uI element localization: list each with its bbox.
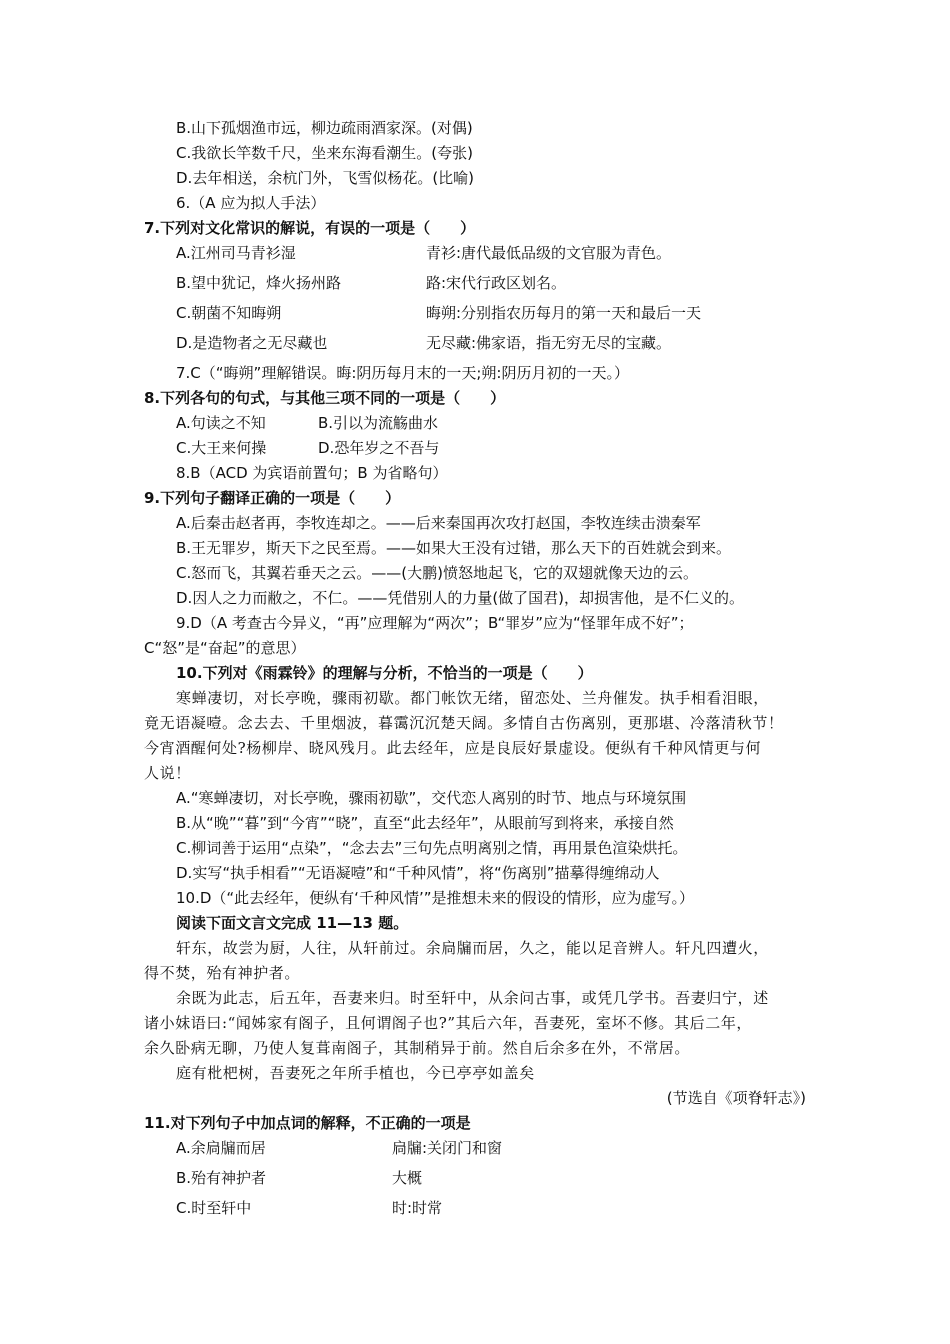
q11-option-a-note: 扃牖:关闭门和窗 [392, 1139, 503, 1157]
poem-line-4: 人说！ [144, 764, 191, 782]
q11-option-c: C.时至轩中 [176, 1199, 252, 1217]
answer-10: 10.D（“此去经年，便纵有‘千种风情’”是推想未来的假设的情形，应为虚写。） [176, 889, 694, 907]
answer-6: 6.（A 应为拟人手法） [176, 194, 326, 212]
q10-option-d: D.实写“执手相看”“无语凝噎”和“千种风情”，将“伤离别”描摹得缠绵动人 [176, 864, 660, 882]
q11-option-c-note: 时:时常 [392, 1199, 443, 1217]
reading-instruction: 阅读下面文言文完成 11—13 题。 [176, 914, 409, 932]
q10-option-a: A.“寒蝉凄切，对长亭晚，骤雨初歇”，交代恋人离别的时节、地点与环境氛围 [176, 789, 687, 807]
q7-option-d-note: 无尽藏:佛家语，指无穷无尽的宝藏。 [426, 334, 672, 352]
question-11: 11.对下列句子中加点词的解释，不正确的一项是 [144, 1114, 471, 1132]
answer-9-line-1: 9.D（A 考查古今异义，“再”应理解为“两次”；B“罪岁”应为“怪罪年成不好”； [176, 614, 694, 632]
q9-option-c: C.怒而飞，其翼若垂天之云。——(大鹏)愤怒地起飞，它的双翅就像天边的云。 [176, 564, 698, 582]
poem-line-3: 今宵酒醒何处?杨柳岸、晓风残月。此去经年，应是良辰好景虚设。便纵有千种风情更与何 [144, 739, 762, 757]
answer-7: 7.C（“晦朔”理解错误。晦:阴历每月末的一天;朔:阴历月初的一天。） [176, 364, 629, 382]
q9-option-a: A.后秦击赵者再，李牧连却之。——后来秦国再次攻打赵国，李牧连续击溃秦军 [176, 514, 701, 532]
q8-option-b: B.引以为流觞曲水 [318, 414, 439, 432]
passage-para-1-line-2: 得不焚，殆有神护者。 [144, 964, 301, 982]
passage-source: (节选自《项脊轩志》) [666, 1089, 806, 1107]
q8-option-a: A.句读之不知 [176, 414, 266, 432]
question-10-text: 10.下列对《雨霖铃》的理解与分析，不恰当的一项是（ ） [176, 664, 593, 682]
answer-9-line-2: C“怒”是“奋起”的意思） [144, 639, 306, 657]
q7-option-c-note: 晦朔:分别指农历每月的第一天和最后一天 [426, 304, 702, 322]
q10-option-b: B.从“晚”“暮”到“今宵”“晓”，直至“此去经年”，从眼前写到将来，承接自然 [176, 814, 674, 832]
passage-para-2-line-3: 余久卧病无聊，乃使人复葺南阁子，其制稍异于前。然自后余多在外，不常居。 [144, 1039, 691, 1057]
answer-8: 8.B（ACD 为宾语前置句；B 为省略句） [176, 464, 448, 482]
q7-option-a: A.江州司马青衫湿 [176, 244, 296, 262]
question-8: 8.下列各句的句式，与其他三项不同的一项是（ ） [144, 389, 506, 407]
passage-para-1-line-1: 轩东，故尝为厨，人往，从轩前过。余扃牖而居，久之，能以足音辨人。轩凡四遭火， [176, 939, 769, 957]
q10-option-c: C.柳词善于运用“点染”，“念去去”三句先点明离别之情，再用景色渲染烘托。 [176, 839, 688, 857]
q11-option-b: B.殆有神护者 [176, 1169, 267, 1187]
poem-line-1: 寒蝉凄切，对长亭晚，骤雨初歇。都门帐饮无绪，留恋处、兰舟催发。执手相看泪眼， [176, 689, 769, 707]
passage-para-3: 庭有枇杷树，吾妻死之年所手植也，今已亭亭如盖矣 [176, 1064, 535, 1082]
passage-para-2-line-1: 余既为此志，后五年，吾妻来归。时至轩中，从余问古事，或凭几学书。吾妻归宁，述 [176, 989, 769, 1007]
q11-option-b-note: 大概 [392, 1169, 423, 1187]
q8-option-d: D.恐年岁之不吾与 [318, 439, 440, 457]
q9-option-d: D.因人之力而敝之，不仁。——凭借别人的力量(做了国君)，却损害他，是不仁义的。 [176, 589, 745, 607]
q5-option-d: D.去年相送，余杭门外，飞雪似杨花。(比喻) [176, 169, 475, 187]
q7-option-b-note: 路:宋代行政区划名。 [426, 274, 567, 292]
q11-option-a: A.余扃牖而居 [176, 1139, 266, 1157]
q7-option-c: C.朝菌不知晦朔 [176, 304, 282, 322]
poem-line-2: 竟无语凝噎。念去去、千里烟波，暮霭沉沉楚天阔。多情自古伤离别，更那堪、冷落清秋节！ [144, 714, 784, 732]
question-10 [176, 663, 593, 683]
q7-option-d: D.是造物者之无尽藏也 [176, 334, 328, 352]
q5-option-b: B.山下孤烟渔市远，柳边疏雨酒家深。(对偶) [176, 119, 473, 137]
q7-option-b: B.望中犹记，烽火扬州路 [176, 274, 342, 292]
q5-option-c: C.我欲长竿数千尺，坐来东海看潮生。(夸张) [176, 144, 473, 162]
q7-option-a-note: 青衫:唐代最低品级的文官服为青色。 [426, 244, 672, 262]
passage-para-2-line-2: 诸小妹语曰:“闻姊家有阁子，且何谓阁子也?”其后六年，吾妻死，室坏不修。其后二年， [144, 1014, 753, 1032]
question-7: 7.下列对文化常识的解说，有误的一项是（ ） [144, 219, 476, 237]
question-9: 9.下列句子翻译正确的一项是（ ） [144, 489, 401, 507]
q8-option-c: C.大王来何操 [176, 439, 267, 457]
q9-option-b: B.王无罪岁，斯天下之民至焉。——如果大王没有过错，那么天下的百姓就会到来。 [176, 539, 732, 557]
